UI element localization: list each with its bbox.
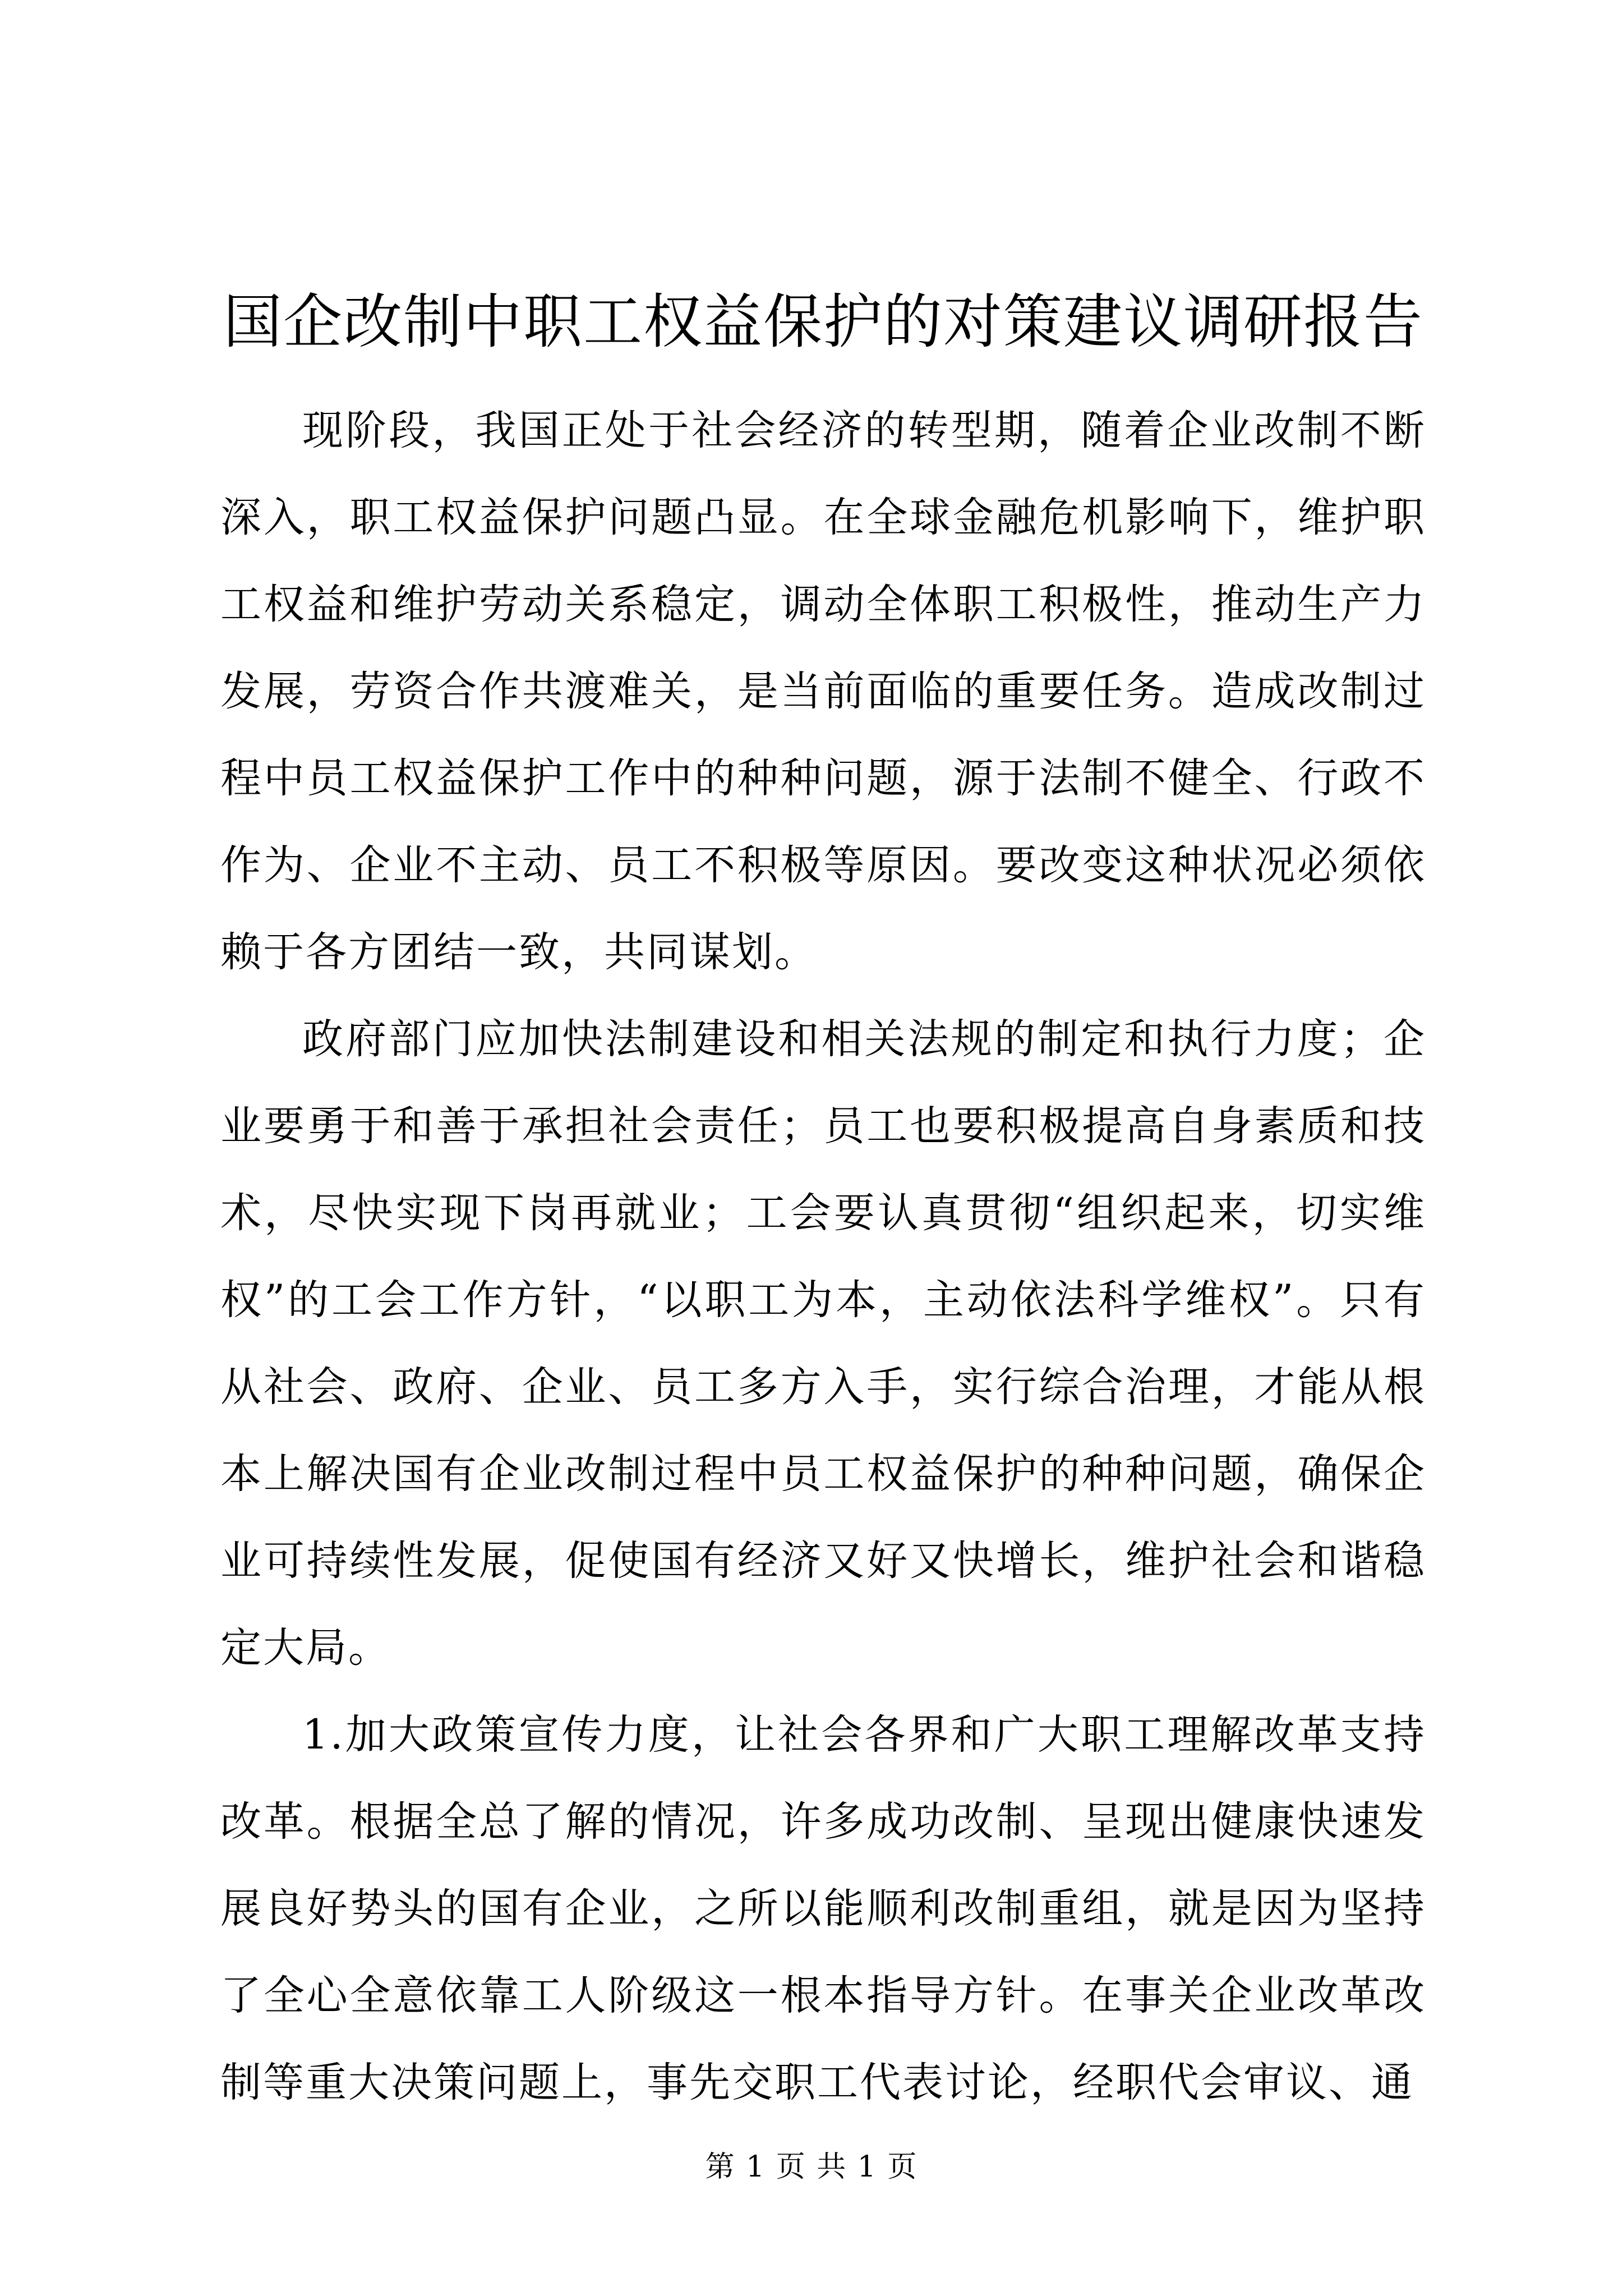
paragraph-measures: 政府部门应加快法制建设和相关法规的制定和执行力度；企业要勇于和善于承担社会责任；员工也要积极提高自身素质和技术，尽快实现下岗再就业；工会要认真贯彻“组织起来，切实维权”的工会工作方针，“以职工为本，主动依法科学维权”。只有从社会、政府、企业、员工多方入手，实行综合治理，才能从根本上解决国有企业改制过程中员工权益保护的种种问题，确保企业可持续性发展，促使国有经济又好又快增长，维护社会和谐稳定大局。 [220, 1015, 1426, 1672]
paragraph-intro: 现阶段，我国正处于社会经济的转型期，随着企业改制不断深入，职工权益保护问题凸显。在全球金融危机影响下，维护职工权益和维护劳动关系稳定，调动全体职工积极性，推动生产力发展，劳资合作共渡难关，是当前面临的重要任务。造成改制过程中员工权益保护工作中的种种问题，源于法制不健全、行政不作为、企业不主动、员工不积极等原因。要改变这种状况必须依赖于各方团结一致，共同谋划。 [220, 407, 1426, 976]
document-title: 国企改制中职工权益保护的对策建议调研报告 [223, 288, 1423, 356]
document-body [220, 387, 1426, 2126]
paragraph-point-1: 1.加大政策宣传力度，让社会各界和广大职工理解改革支持改革。根据全总了解的情况，许多成功改制、呈现出健康快速发展良好势头的国有企业，之所以能顺利改制重组，就是因为坚持了全心全意依靠工人阶级这一根本指导方针。在事关企业改革改制等重大决策问题上，事先交职工代表讨论，经职代会审议、通 [220, 1711, 1426, 2106]
page-number-footer: 第 1 页 共 1 页 [705, 2150, 918, 2184]
